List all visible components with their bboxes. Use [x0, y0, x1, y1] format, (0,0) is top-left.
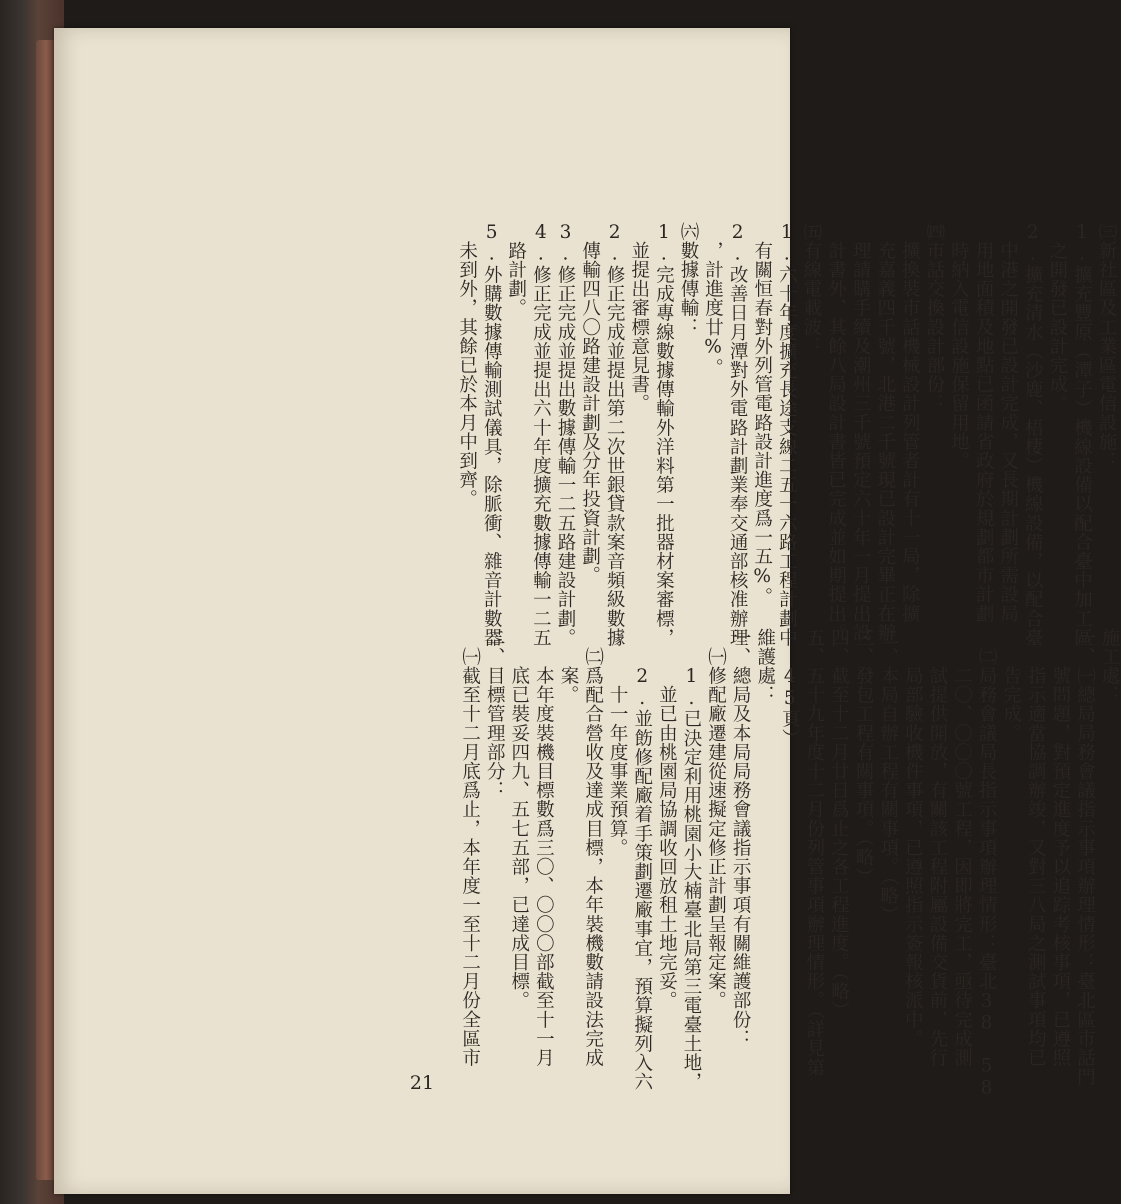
upper-section-line: 傳輸四八〇路建設計劃及分年投資計劃。: [579, 222, 601, 585]
lower-section-line: 45頁）: [779, 628, 801, 748]
lower-section-line: 2.並飭修配廠着手策劃遷廠事宜，預算擬列入六: [631, 628, 653, 1092]
lower-section-line: 底已裝妥四九、五七五部，已達成目標。: [508, 628, 530, 1010]
lower-section-text: [457, 628, 1121, 1108]
lower-section-line: 三、發包工程有關事項。（略）: [853, 628, 875, 887]
lower-section-line: 二、本局自辦工程有關事項。（略）: [877, 628, 899, 925]
upper-section-line: 理請購手續及潮州三千號預定六十年一月提出設: [850, 222, 872, 643]
upper-section-line: 有關恒春對外列管電路設計進度爲一五%。: [751, 222, 773, 607]
upper-section-line: 5.外購數據傳輸測試儀具，除脈衝、雜音計數器: [481, 222, 503, 648]
upper-section-line: 2.擴充清水（沙鹿、梧棲）機線設備，以配合臺: [1022, 222, 1044, 648]
upper-section-line: 1.擴充豐原（潭子）機線設備以配合臺中加工區: [1071, 222, 1093, 648]
lower-section-line: 十一年度事業預算。: [607, 628, 629, 858]
lower-section-line: ㈠修配廠遷建從速擬定修正計劃呈報定案。: [705, 628, 727, 1010]
lower-section-line: 二〇、〇〇〇號工程，因即將完工，亟待完成測: [951, 628, 973, 1068]
upper-section-line: ㈤有線電載波：: [800, 222, 822, 356]
lower-section-line: 局部驗收機件事項，已遵照指示簽報核派中。: [902, 628, 924, 1049]
lower-section-line: 五、五十九年度十二月份列管事項辦理情形。（詳見第: [803, 628, 825, 1078]
lower-section-line: 一、㈠總局局務會議指示事項辦理情形：臺北區市話門: [1074, 628, 1096, 1087]
lower-section-line: 告完成。: [1000, 628, 1022, 743]
upper-section-line: 之開發已設計完成。: [1046, 222, 1068, 413]
lower-section-line: 並已由桃園局協調收回放租土地完妥。: [656, 628, 678, 1010]
lower-section-line: 一、總局及本局局務會議指示事項有關維護部份：: [730, 628, 752, 1049]
lower-section-line: ㈠截至十二月底爲止，本年度一至十二月份全區市: [459, 628, 481, 1068]
lower-section-line: 1.已決定利用桃園小大楠臺北局第三電臺土地，: [680, 628, 702, 1092]
lower-section-line: 四、截至十二月廿日爲止之各工程進度。（略）: [828, 628, 850, 1020]
upper-section-line: 2.改善日月潭對外電路計劃業奉交通部核准辦理: [727, 222, 749, 648]
lower-section-line: 試提供開放，有關該工程附屬設備交貨前，先行: [926, 628, 948, 1068]
upper-section-line: 中港之開發已設計完成，又長期計劃所需設局: [997, 222, 1019, 624]
upper-section-line: 未到外，其餘已於本月中到齊。: [456, 222, 478, 509]
lower-section-line: 二、目標管理部分：: [484, 628, 506, 800]
upper-section-line: 擴換裝市話機械設計列管者計有十一局，除擴: [899, 222, 921, 624]
lower-section-line: ㈡爲配合營收及達成目標，本年裝機數請設法完成: [582, 628, 604, 1068]
upper-section-line: ，計進度廿%。: [702, 222, 724, 378]
upper-section-line: ㈢新社區及工業區電信設施：: [1096, 222, 1118, 471]
upper-section-text: [454, 222, 1118, 662]
upper-section-line: 2.修正完成並提出第二次世銀貸款案音頻級數據: [604, 222, 626, 648]
lower-section-line: 維護處：: [754, 628, 776, 705]
lower-section-line: 指示適當協調辦竣，又對三八局之測試事項均已: [1025, 628, 1047, 1068]
lower-section-line: ㈡局務會議局長指示事項辦理情形：臺北38 58: [976, 628, 998, 1099]
upper-section-line: 4.修正完成並提出六十年度擴充數據傳輸一二五: [530, 222, 552, 648]
page-number: 21: [409, 1072, 435, 1094]
lower-section-line: 案。: [557, 628, 579, 705]
upper-section-line: 路計劃。: [505, 222, 527, 318]
document-page: [54, 28, 1121, 1194]
upper-section-line: 充嘉義四千號，北港二千號現已設計完畢正在辦: [874, 222, 896, 643]
spine-binding: [36, 40, 56, 1180]
upper-section-line: ㈥數據傳輸：: [677, 222, 699, 337]
upper-section-line: 計書外，其餘八局設計書皆已完成並如期提出。: [825, 222, 847, 643]
lower-section-line: 施工處：: [1099, 628, 1121, 705]
upper-section-line: 1.六十年度擴充長途支線二五一六路工程計劃中: [776, 222, 798, 648]
lower-section-line: 本年度裝機目標數爲三〇、〇〇〇部截至十一月: [533, 628, 555, 1068]
upper-section-line: ㈣市話交換設計部份：: [923, 222, 945, 413]
upper-section-line: 3.修正完成並提出數據傳輸一二五路建設計劃。: [554, 222, 576, 648]
upper-section-line: 時納入電信設施保留用地。: [948, 222, 970, 471]
upper-section-line: 1.完成專線數據傳輸外洋料第一批器材案審標，: [653, 222, 675, 648]
lower-section-line: 號問題，對預定進度予以追踪考核事項，已遵照: [1049, 628, 1071, 1068]
upper-section-line: 並提出審標意見書。: [628, 222, 650, 413]
upper-section-line: 用地面積及地點已函請省政府於規劃都市計劃: [973, 222, 995, 624]
